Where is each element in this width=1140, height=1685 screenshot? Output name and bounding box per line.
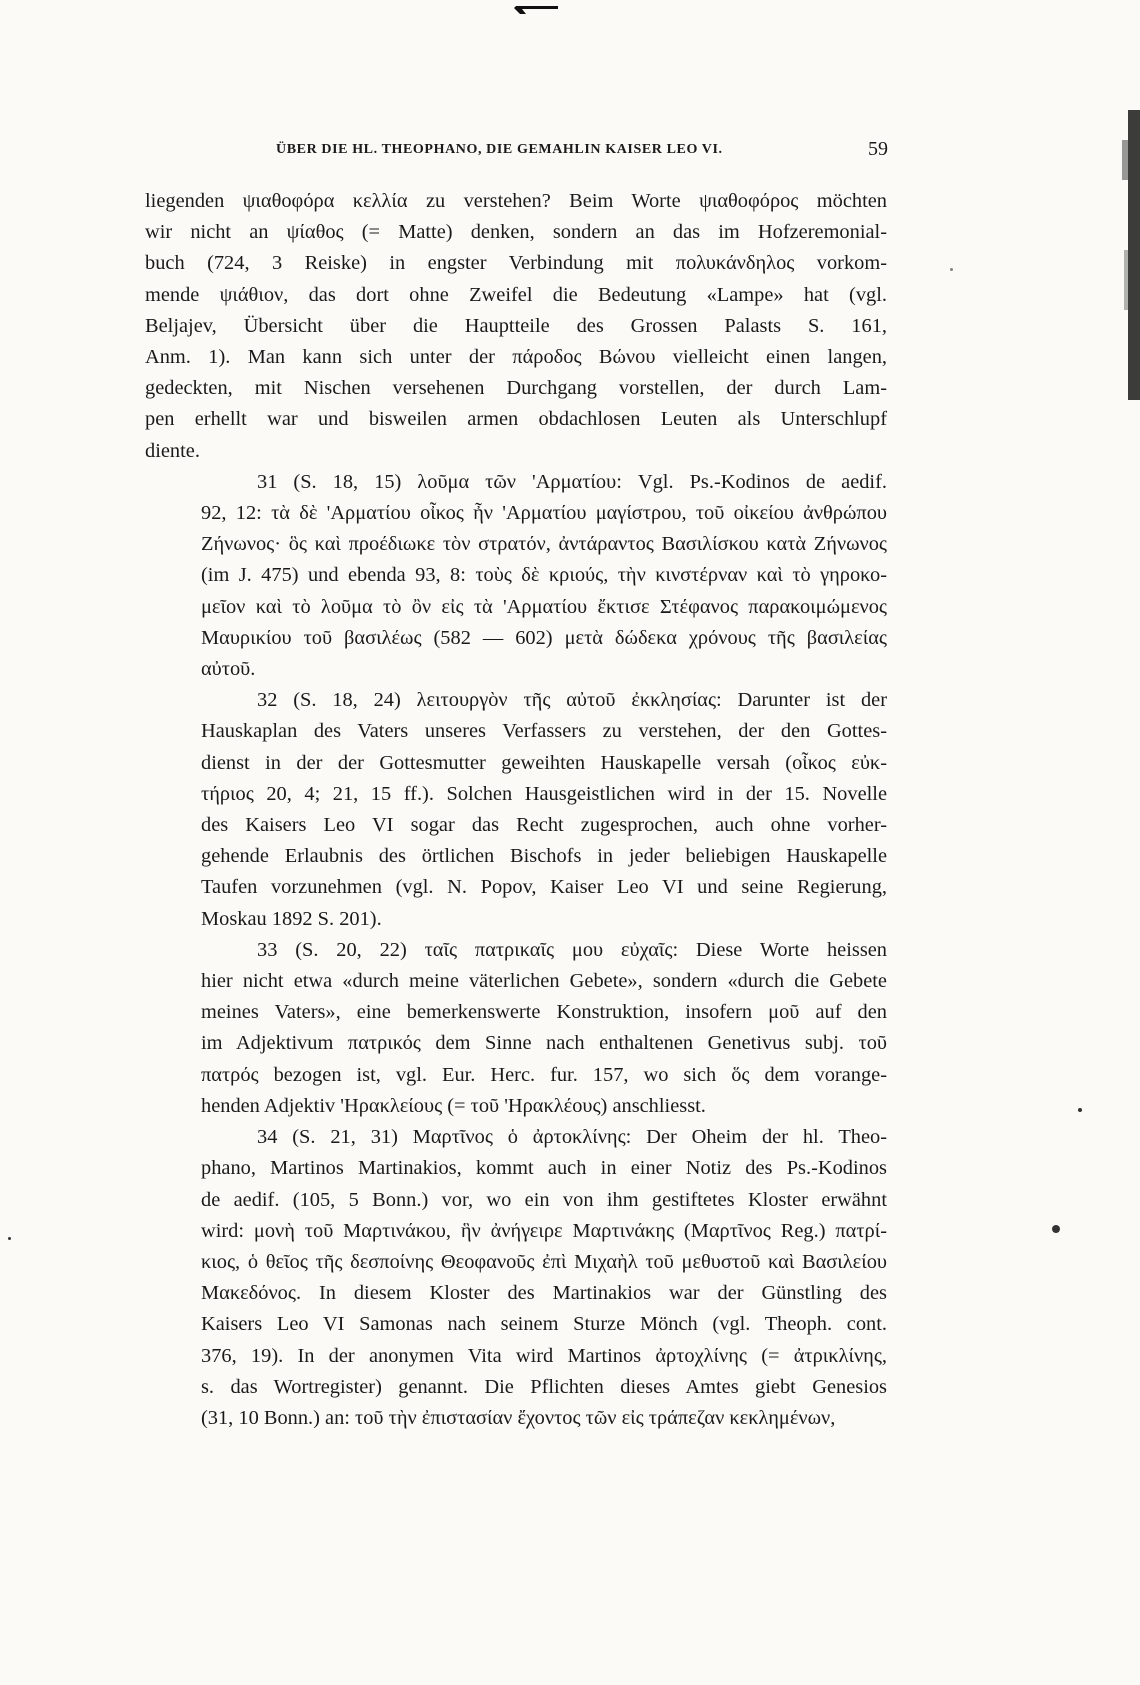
text-line: de aedif. (105, 5 Bonn.) vor, wo ein von ihm gestiftetes Kloster erwähnt: [201, 1188, 887, 1211]
text-line: Μακεδόνος. In diesem Kloster des Martinakios war der Günstling des: [201, 1282, 887, 1305]
text-line: 31 (S. 18, 15) λοῦμα τῶν 'Αρματίου: Vgl. Ps.-Kodinos de aedif.: [257, 470, 887, 493]
text-line: 34 (S. 21, 31) Μαρτῖνος ὁ ἀρτοκλίνης: Der Oheim der hl. Theo-: [257, 1126, 887, 1149]
text-line: αὐτοῦ.: [201, 658, 256, 681]
text-line: diente.: [145, 439, 200, 462]
text-line: gedeckten, mit Nischen versehenen Durchgang vorstellen, der durch Lam-: [145, 377, 887, 400]
text-line: (im J. 475) und ebenda 93, 8: τοὺς δὲ κριούς, τὴν κινστέρναν καὶ τὸ γηροκο-: [201, 564, 887, 587]
text-line: (31, 10 Bonn.) an: τοῦ τὴν ἐπιστασίαν ἔχοντος τῶν εἰς τράπεζαν κεκλημένων,: [201, 1406, 836, 1429]
scan-speck: [8, 1237, 11, 1240]
text-line: meines Vaters», eine bemerkenswerte Konstruktion, insofern μοῦ auf den: [201, 1001, 887, 1024]
text-line: Hauskaplan des Vaters unseres Verfassers zu verstehen, der den Gottes-: [201, 720, 887, 743]
running-head: [148, 138, 888, 168]
binding-clip-mark: [512, 0, 562, 22]
text-line: pen erhellt war und bisweilen armen obdachlosen Leuten als Unterschlupf: [145, 408, 887, 431]
text-line: 376, 19). In der anonymen Vita wird Martinos ἀρτοχλίνης (= ἀτρικλίνης,: [201, 1344, 887, 1367]
text-line: 32 (S. 18, 24) λειτουργὸν τῆς αὐτοῦ ἐκκλησίας: Darunter ist der: [257, 689, 887, 712]
text-line: hier nicht etwa «durch meine väterlichen Gebete», sondern «durch die Gebete: [201, 970, 887, 993]
text-line: Taufen vorzunehmen (vgl. N. Popov, Kaiser Leo VI und seine Regierung,: [201, 876, 887, 899]
scan-speck: [950, 268, 953, 271]
text-line: buch (724, 3 Reiske) in engster Verbindung mit πολυκάνδηλος vorkom-: [145, 252, 887, 275]
text-line: Beljajev, Übersicht über die Hauptteile des Grossen Palasts S. 161,: [145, 314, 887, 337]
running-head-title: ÜBER DIE HL. THEOPHANO, DIE GEMAHLIN KAISER LEO VI.: [276, 142, 723, 157]
scan-edge-artifact: [1112, 100, 1140, 420]
footnote-paragraph: [145, 1122, 887, 1434]
continuation-paragraph: [145, 186, 887, 467]
text-line: 92, 12: τὰ δὲ 'Αρματίου οἶκος ἦν 'Αρματίου μαγίστρου, τοῦ οἰκείου ἀνθρώπου: [201, 502, 887, 525]
text-line: wird: μονὴ τοῦ Μαρτινάκου, ἣν ἀνήγειρε Μαρτινάκης (Μαρτῖνος Reg.) πατρί-: [201, 1219, 887, 1242]
text-line: liegenden ψιαθοφόρα κελλία zu verstehen? Beim Worte ψιαθοφόρος möchten: [145, 190, 887, 212]
body-text: [145, 186, 887, 1434]
text-line: τήριος 20, 4; 21, 15 ff.). Solchen Hausgeistlichen wird in der 15. Novelle: [201, 782, 887, 805]
scan-speck: [1052, 1225, 1060, 1233]
scan-speck: [1078, 1108, 1082, 1112]
text-line: wir nicht an ψίαθος (= Matte) denken, sondern an das im Hofzeremonial-: [145, 221, 887, 244]
footnote-paragraph: [145, 685, 887, 935]
text-line: s. das Wortregister) genannt. Die Pflichten dieses Amtes giebt Genesios: [201, 1375, 887, 1398]
text-line: im Adjektivum πατρικός dem Sinne nach enthaltenen Genetivus subj. τοῦ: [201, 1032, 887, 1055]
footnote-paragraph: [145, 467, 887, 685]
text-line: henden Adjektiv 'Ηρακλείους (= τοῦ 'Ηρακλέους) anschliesst.: [201, 1094, 706, 1117]
text-line: Μαυρικίου τοῦ βασιλέως (582 — 602) μετὰ δώδεκα χρόνους τῆς βασιλείας: [201, 626, 887, 649]
text-line: phano, Martinos Martinakios, kommt auch in einer Notiz des Ps.-Kodinos: [201, 1157, 887, 1180]
text-line: Kaisers Leo VI Samonas nach seinem Sturze Mönch (vgl. Theoph. cont.: [201, 1313, 887, 1336]
footnote-paragraph: [145, 935, 887, 1122]
text-line: des Kaisers Leo VI sogar das Recht zugesprochen, auch ohne vorher-: [201, 814, 887, 837]
text-line: 33 (S. 20, 22) ταῖς πατρικαῖς μου εὐχαῖς: Diese Worte heissen: [257, 938, 887, 961]
text-line: Moskau 1892 S. 201).: [201, 907, 382, 930]
page-number: 59: [868, 138, 888, 160]
text-line: dienst in der der Gottesmutter geweihten Hauskapelle versah (οἶκος εὐκ-: [201, 751, 887, 774]
text-line: μεῖον καὶ τὸ λοῦμα τὸ ὂν εἰς τὰ 'Αρματίου ἔκτισε Στέφανος παρακοιμώμενος: [201, 595, 887, 618]
text-line: mende ψιάθιον, das dort ohne Zweifel die Bedeutung «Lampe» hat (vgl.: [145, 283, 887, 306]
text-line: gehende Erlaubnis des örtlichen Bischofs in jeder beliebigen Hauskapelle: [201, 845, 887, 868]
text-line: Ζήνωνος· ὃς καὶ προέδιωκε τὸν στρατόν, ἀντάραντος Βασιλίσκου κατὰ Ζήνωνος: [201, 533, 887, 556]
text-line: πατρός bezogen ist, vgl. Eur. Herc. fur. 157, wo sich ὅς dem vorange-: [201, 1063, 887, 1086]
text-line: κιος, ὁ θεῖος τῆς δεσποίνης Θεοφανοῦς ἐπὶ Μιχαὴλ τοῦ μεθυστοῦ καὶ Βασιλείου: [201, 1250, 887, 1273]
text-line: Anm. 1). Man kann sich unter der πάροδος Βώνου vielleicht einen langen,: [145, 346, 887, 369]
